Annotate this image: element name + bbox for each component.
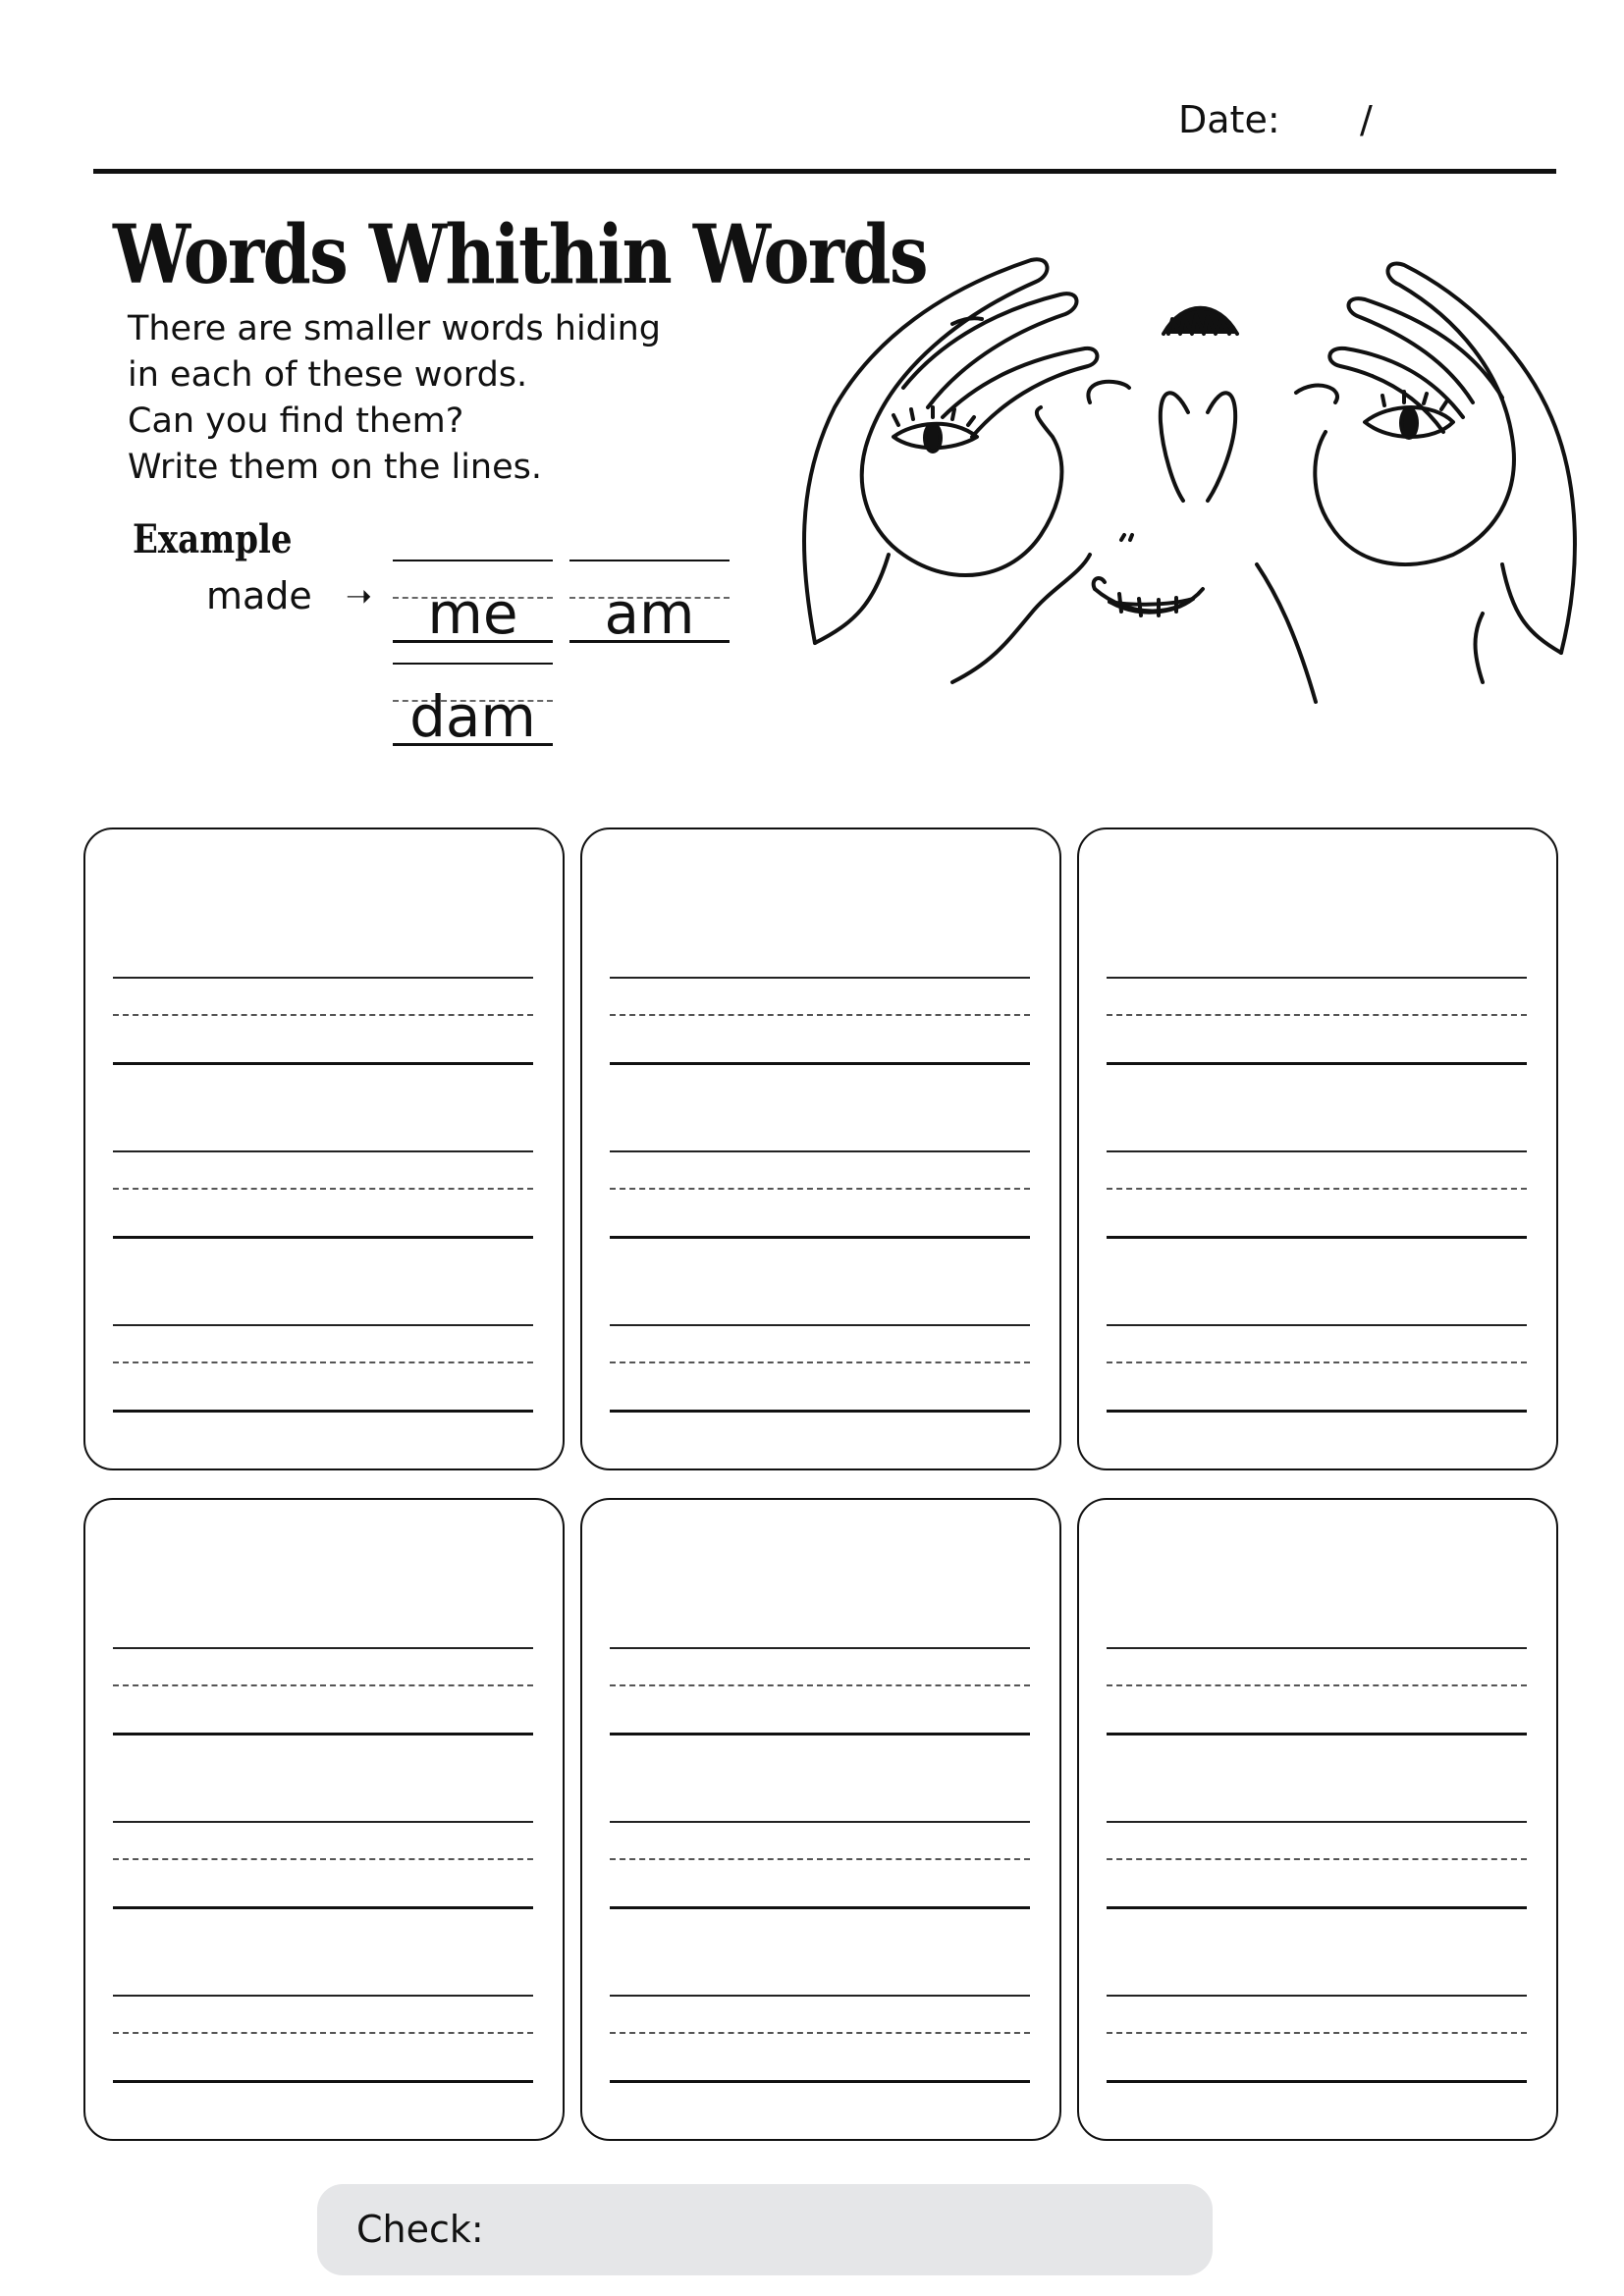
example-answer-slot xyxy=(393,560,553,647)
writing-line[interactable] xyxy=(610,1150,1030,1239)
answer-box[interactable] xyxy=(1077,1498,1558,2141)
writing-line[interactable] xyxy=(1107,1821,1527,1909)
instruction-line: Write them on the lines. xyxy=(128,448,542,487)
arrow-icon: ➝ xyxy=(346,577,372,614)
writing-line[interactable] xyxy=(113,1324,533,1413)
writing-line[interactable] xyxy=(113,1150,533,1239)
example-answer: me xyxy=(427,580,518,647)
writing-line[interactable] xyxy=(610,1821,1030,1909)
instruction-line: There are smaller words hiding xyxy=(128,309,662,348)
example-answer-slot xyxy=(569,560,730,647)
answer-box[interactable] xyxy=(1077,828,1558,1470)
example-label: Example xyxy=(133,516,293,562)
answer-box[interactable] xyxy=(580,828,1061,1470)
example-answer-slot xyxy=(393,663,553,750)
writing-line[interactable] xyxy=(113,1647,533,1735)
answer-box[interactable] xyxy=(580,1498,1061,2141)
instructions xyxy=(128,306,661,491)
date-separator: / xyxy=(1360,98,1373,141)
writing-line[interactable] xyxy=(113,1995,533,2083)
date-field xyxy=(1178,98,1373,141)
answer-box[interactable] xyxy=(83,1498,565,2141)
example-word: made xyxy=(206,574,312,617)
writing-line[interactable] xyxy=(1107,1995,1527,2083)
header-divider xyxy=(93,169,1556,174)
writing-line[interactable] xyxy=(1107,977,1527,1065)
writing-line[interactable] xyxy=(610,1324,1030,1413)
worksheet-title: Words Whithin Words xyxy=(113,208,927,302)
check-bar xyxy=(317,2184,1213,2275)
instruction-line: in each of these words. xyxy=(128,355,528,395)
writing-line[interactable] xyxy=(1107,1647,1527,1735)
writing-line[interactable] xyxy=(610,977,1030,1065)
example-answer: am xyxy=(604,580,695,647)
writing-line[interactable] xyxy=(113,1821,533,1909)
date-label: Date: xyxy=(1178,98,1280,141)
writing-line[interactable] xyxy=(113,977,533,1065)
writing-line[interactable] xyxy=(610,1995,1030,2083)
answer-box[interactable] xyxy=(83,828,565,1470)
writing-line[interactable] xyxy=(610,1647,1030,1735)
hands-face-illustration xyxy=(795,240,1581,731)
check-label: Check: xyxy=(356,2208,484,2251)
instruction-line: Can you find them? xyxy=(128,401,464,441)
example-answer: dam xyxy=(409,683,536,750)
writing-line[interactable] xyxy=(1107,1150,1527,1239)
writing-line[interactable] xyxy=(1107,1324,1527,1413)
